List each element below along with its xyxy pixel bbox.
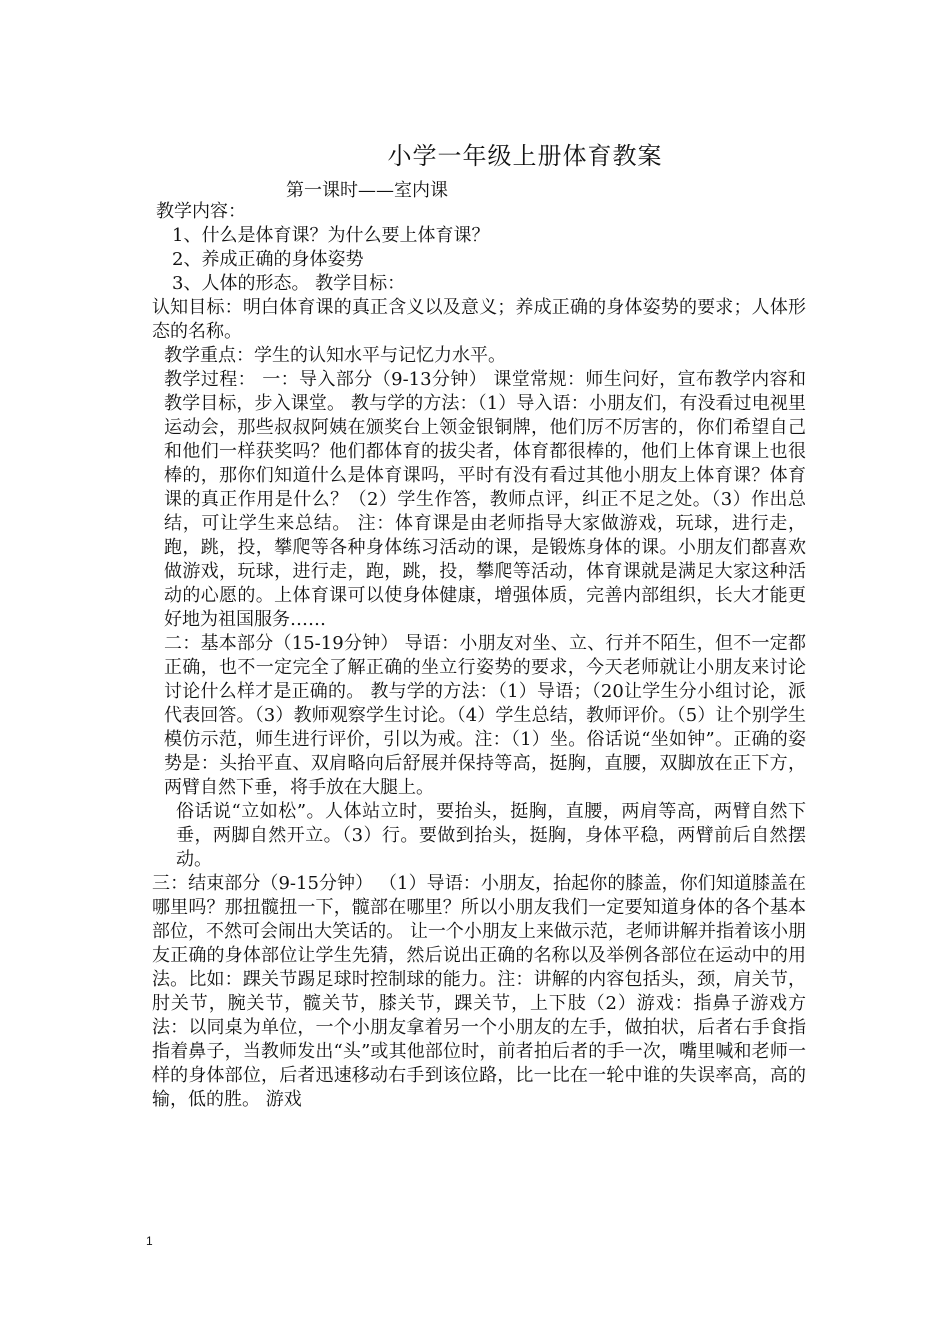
content-item-3: 3、人体的形态。 教学目标：: [172, 273, 406, 294]
content-item-2: 2、养成正确的身体姿势: [172, 249, 364, 270]
lesson-subtitle: 第一课时——室内课: [286, 180, 448, 201]
cognitive-goal-paragraph: 认知目标：明白体育课的真正含义以及意义；养成正确的身体姿势的要求；人体形态的名称。: [152, 297, 806, 342]
page-number: 1: [146, 1234, 153, 1248]
stand-walk-paragraph: 俗话说“立如松”。人体站立时，要抬头，挺胸，直腰，两肩等高，两臂自然下垂，两脚自然开立。（3）行。要做到抬头，挺胸，身体平稳，两臂前后自然摆动。: [176, 801, 806, 870]
key-point-paragraph: 教学重点：学生的认知水平与记忆力水平。: [164, 345, 506, 366]
basic-part-paragraph: 二：基本部分（15-19分钟） 导语：小朋友对坐、立、行并不陌生，但不一定都正确，也不一定完全了解正确的坐立行姿势的要求，今天老师就让小朋友来讨论讨论什么样才是正确的。 教与学的方法：（1）导语；（20让学生分小组讨论，派代表回答。（3）教师观察学生讨论。（4）学生总结，教师评价。（5）让个别学生模仿示范，师生进行评价，引以为戒。注：（1）坐。俗话说“坐如钟”。正确的姿势是：头抬平直、双肩略向后舒展并保持等高，挺胸，直腰，双脚放在正下方，两臂自然下垂，将手放在大腿上。: [164, 633, 806, 798]
document-body: [146, 200, 806, 1112]
process-paragraph: 教学过程： 一：导入部分（9-13分钟） 课堂常规：师生问好，宣布教学内容和教学目标，步入课堂。 教与学的方法：（1）导入语：小朋友们，有没看过电视里运动会，那些叔叔阿姨在颁奖台上领金银铜牌，他们厉不厉害的，你们希望自己和他们一样获奖吗？他们都体育的拔尖者，体育都很棒的，他们上体育课上也很棒的，那你们知道什么是体育课吗，平时有没有看过其他小朋友上体育课？体育课的真正作用是什么？（2）学生作答，教师点评，纠正不足之处。（3）作出总结，可让学生来总结。 注：体育课是由老师指导大家做游戏，玩球，进行走，跑，跳，投，攀爬等各种身体练习活动的课，是锻炼身体的课。小朋友们都喜欢做游戏，玩球，进行走，跑，跳，投，攀爬等活动，体育课就是满足大家这种活动的心愿的。上体育课可以使身体健康，增强体质，完善内部组织，长大才能更好地为祖国服务……: [164, 369, 806, 630]
content-item-1: 1、什么是体育课？为什么要上体育课？: [172, 225, 490, 246]
document-title: 小学一年级上册体育教案: [387, 142, 663, 170]
content-heading: 教学内容：: [156, 201, 246, 222]
end-part-paragraph: 三：结束部分（9-15分钟） （1）导语：小朋友，抬起你的膝盖，你们知道膝盖在哪里吗？那扭髋扭一下，髋部在哪里？所以小朋友我们一定要知道身体的各个基本部位，不然可会闹出大笑话的。 让一个小朋友上来做示范，老师讲解并指着该小朋友正确的身体部位让学生先猜，然后说出正确的名称以及举例各部位在运动中的用法。比如：踝关节踢足球时控制球的能力。注：讲解的内容包括头，颈，肩关节，肘关节，腕关节，髋关节，膝关节，踝关节，上下肢（2）游戏：指鼻子游戏方法：以同桌为单位，一个小朋友拿着另一个小朋友的左手，做拍状，后者右手食指指着鼻子，当教师发出“头”或其他部位时，前者拍后者的手一次，嘴里喊和老师一样的身体部位，后者迅速移动右手到该位路，比一比在一轮中谁的失误率高，高的输，低的胜。 游戏: [152, 873, 806, 1110]
